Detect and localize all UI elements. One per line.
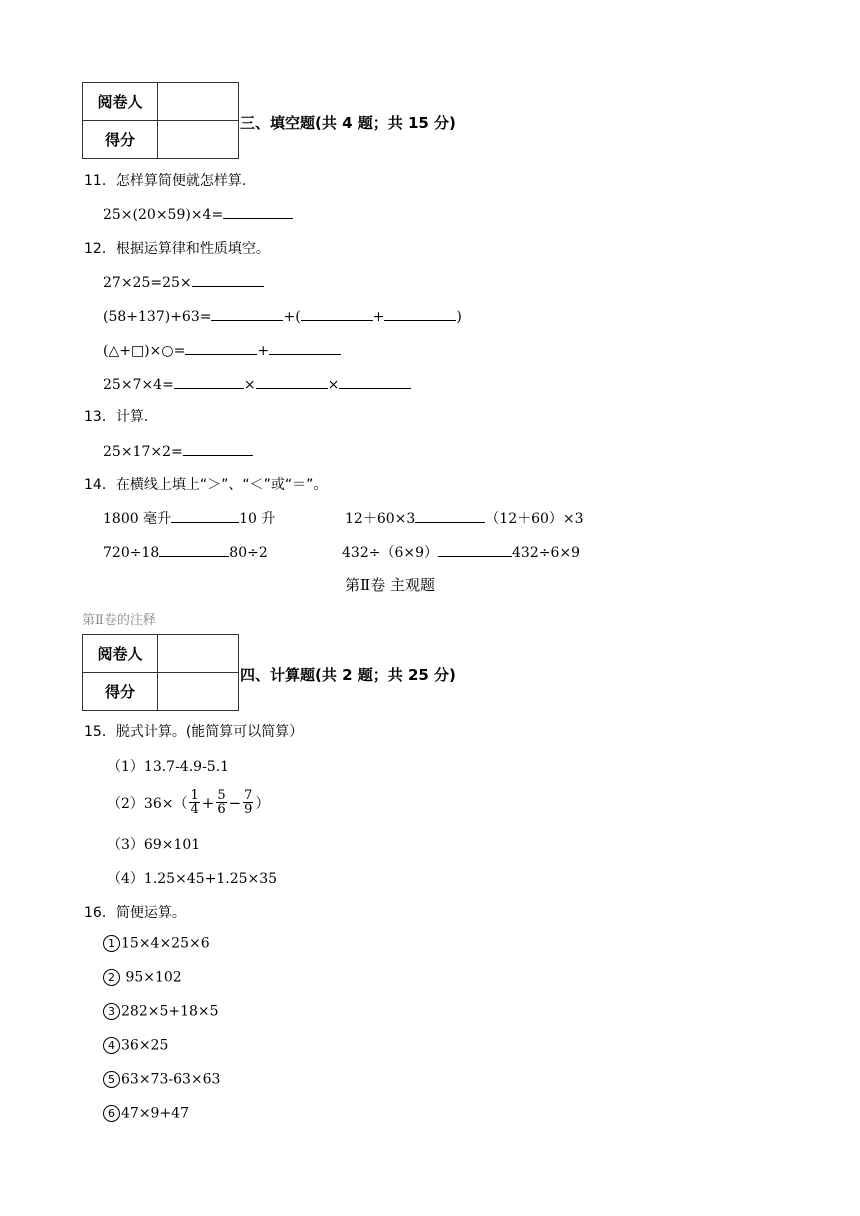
answer-blank[interactable] (384, 306, 456, 321)
score-label: 得分 (83, 121, 158, 159)
q12-expression-2: (58+137)+63= (103, 309, 212, 325)
answer-blank[interactable] (159, 542, 229, 557)
q16-item-1 (103, 935, 210, 952)
q15-item2-suffix: ） (255, 795, 270, 812)
circled-number-icon: 3 (103, 1003, 120, 1020)
q13-stem: 13．计算. (84, 409, 149, 425)
q14-expression: 720÷18 (103, 545, 160, 561)
circled-number-icon: 4 (103, 1037, 120, 1054)
reviewer-cell (158, 635, 239, 673)
reviewer-cell (158, 83, 239, 121)
q16-item-text: 282×5+18×5 (121, 1003, 219, 1020)
circled-number-icon: 1 (103, 935, 120, 952)
q12-symbol: + (372, 309, 385, 325)
circled-number-icon: 6 (103, 1105, 120, 1122)
q12-symbol: × (243, 377, 256, 393)
part2-note: 第Ⅱ卷的注释 (82, 613, 156, 628)
fraction-5-6 (216, 789, 226, 816)
q12-expression-3: (△+□)×○= (103, 343, 186, 359)
fraction-7-9 (243, 789, 253, 816)
q13-line (103, 441, 253, 460)
answer-blank[interactable] (211, 306, 283, 321)
q16-item-text: 63×73-63×63 (121, 1071, 221, 1088)
q12-symbol: ) (456, 309, 462, 325)
fraction-1-4 (189, 789, 199, 816)
q14-expression: 10 升 (239, 511, 276, 527)
q15-item3: （3）69×101 (107, 837, 201, 853)
q14-stem: 14．在横线上填上“＞”、“＜”或“＝”。 (84, 477, 328, 493)
score-cell (158, 673, 239, 711)
q12-symbol: + (257, 343, 270, 359)
q12-symbol: × (327, 377, 340, 393)
q12-line1 (103, 272, 264, 291)
q14-row2-right (342, 542, 580, 562)
q11-expression: 25×(20×59)×4= (103, 207, 224, 223)
plus-sign: + (201, 793, 215, 812)
q11-stem: 11．怎样算简便就怎样算. (84, 173, 247, 189)
answer-blank[interactable] (269, 340, 341, 355)
answer-blank[interactable] (174, 374, 244, 389)
fraction-denominator: 4 (190, 802, 199, 817)
score-table-section4 (82, 634, 239, 711)
answer-blank[interactable] (256, 374, 328, 389)
q16-item-text: 95×102 (121, 969, 182, 986)
reviewer-label: 阅卷人 (83, 635, 158, 673)
circled-number-icon: 5 (103, 1071, 120, 1088)
q14-expression: 432÷（6×9） (342, 545, 438, 561)
answer-blank[interactable] (438, 542, 512, 557)
q12-symbol: +( (283, 309, 301, 325)
q13-expression: 25×17×2= (103, 444, 183, 460)
q12-line3 (103, 340, 341, 359)
score-cell (158, 121, 239, 159)
q16-item-3 (103, 1003, 219, 1020)
answer-blank[interactable] (339, 374, 411, 389)
q12-line2 (103, 306, 462, 325)
q15-item2 (107, 789, 269, 816)
fraction-denominator: 6 (217, 802, 226, 817)
fraction-numerator: 7 (244, 788, 253, 803)
fraction-numerator: 1 (190, 788, 199, 803)
q12-expression-4: 25×7×4= (103, 377, 174, 393)
q15-item4: （4）1.25×45+1.25×35 (107, 871, 278, 887)
answer-blank[interactable] (183, 441, 253, 456)
q16-item-2 (103, 969, 182, 986)
minus-sign: − (228, 793, 242, 812)
q16-item-6 (103, 1105, 189, 1122)
section4-heading: 四、计算题(共 2 题；共 25 分) (240, 666, 456, 684)
q16-item-text: 15×4×25×6 (121, 935, 210, 952)
q16-item-4 (103, 1037, 168, 1054)
q15-item1: （1）13.7-4.9-5.1 (107, 759, 230, 775)
answer-blank[interactable] (192, 272, 264, 287)
q16-stem: 16．简便运算。 (84, 905, 186, 921)
fraction-denominator: 9 (244, 802, 253, 817)
q12-expression-1: 27×25=25× (103, 275, 192, 291)
answer-blank[interactable] (223, 204, 293, 219)
q14-expression: 80÷2 (229, 545, 268, 561)
q12-stem: 12．根据运算律和性质填空。 (84, 241, 270, 257)
section3-heading: 三、填空题(共 4 题；共 15 分) (240, 114, 456, 132)
q14-expression: 12＋60×3 (345, 511, 416, 527)
q16-item-text: 47×9+47 (121, 1105, 189, 1122)
answer-blank[interactable] (171, 508, 239, 523)
circled-number-icon: 2 (103, 969, 120, 986)
q16-item-5 (103, 1071, 220, 1088)
q14-expression: （12＋60）×3 (485, 511, 584, 527)
q14-expression: 432÷6×9 (512, 545, 580, 561)
fraction-numerator: 5 (217, 788, 226, 803)
q14-row2-left (103, 542, 268, 561)
q12-line4 (103, 374, 411, 393)
q14-row1-right (345, 508, 584, 528)
answer-blank[interactable] (301, 306, 373, 321)
answer-blank[interactable] (185, 340, 257, 355)
score-table-section3 (82, 82, 239, 159)
q15-stem: 15．脱式计算。(能简算可以简算） (84, 724, 304, 740)
reviewer-label: 阅卷人 (83, 83, 158, 121)
answer-blank[interactable] (415, 508, 485, 523)
q14-row1-left (103, 508, 275, 528)
q11-line (103, 204, 293, 223)
q16-item-text: 36×25 (121, 1037, 169, 1054)
part2-title: 第Ⅱ卷 主观题 (345, 576, 435, 594)
score-label: 得分 (83, 673, 158, 711)
q15-item2-prefix: （2）36×（ (107, 795, 188, 812)
q14-expression: 1800 毫升 (103, 511, 172, 527)
